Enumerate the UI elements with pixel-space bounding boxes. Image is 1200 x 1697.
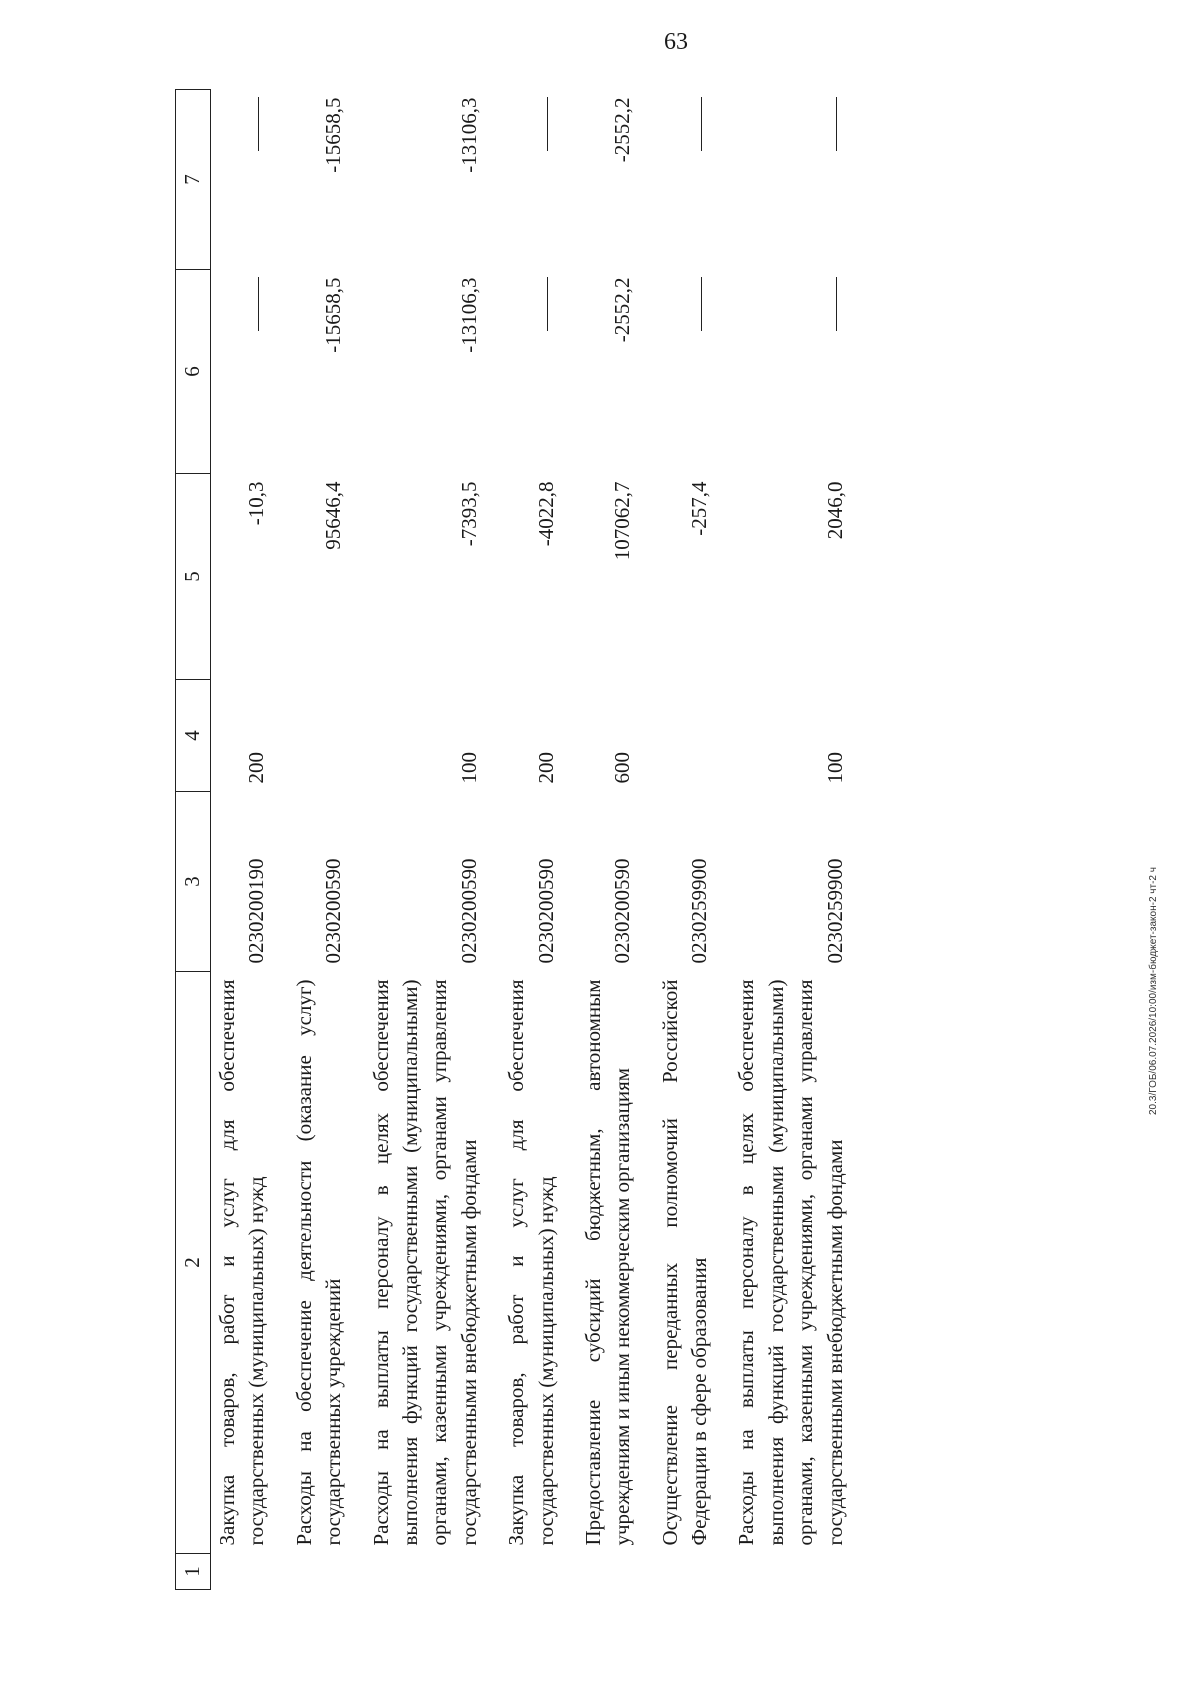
page-number: 63 [664, 29, 688, 55]
amount-col-5: -4022,8 [533, 481, 558, 547]
target-article-code: 0230200590 [610, 858, 635, 964]
amount-col-7 [650, 90, 727, 270]
row-name-cell [496, 1554, 573, 1590]
table-row [211, 90, 284, 1590]
rotated-page-content [175, 90, 1105, 1590]
amount-col-7 [211, 90, 284, 270]
dash-mark [258, 98, 259, 152]
row-name-cell [211, 1554, 284, 1590]
table-row [284, 90, 361, 1590]
column-header-3: 3 [176, 792, 211, 972]
table-row [650, 90, 727, 1590]
column-header-4: 4 [176, 680, 211, 792]
table-header-row [176, 90, 211, 1590]
row-description: Осуществление переданных полномочий Российской Федерации в сфере образования [657, 979, 712, 1546]
expense-type-code: 600 [610, 752, 635, 784]
table-row [573, 90, 650, 1590]
dash-mark [836, 278, 837, 332]
amount-col-5: -10,3 [244, 481, 269, 526]
document-reference: 20.3/ГОБ/06.07.2026/10:00/изм-бюджет-закон-2 чт-2 ч [1148, 867, 1159, 1115]
expense-type-code: 100 [456, 752, 481, 784]
row-description: Расходы на выплаты персоналу в целях обеспечения выполнения функций государственными (муниципальными) органами, казенными учреждениями, органами управления государственными внебюджетными фондами [734, 979, 847, 1546]
amount-col-5: 2046,0 [822, 481, 847, 540]
amount-col-5: 107062,7 [610, 481, 635, 561]
row-description: Закупка товаров, работ и услуг для обеспечения государственных (муниципальных) нужд [504, 979, 558, 1546]
expense-type-code: 200 [244, 752, 269, 784]
dash-mark [836, 98, 837, 152]
row-name-cell [284, 1554, 361, 1590]
amount-col-7: -13106,3 [456, 97, 481, 173]
target-article-code: 0230200590 [533, 858, 558, 964]
column-header-2: 2 [176, 972, 211, 1554]
amount-col-5: 95646,4 [321, 481, 346, 550]
column-header-7: 7 [176, 90, 211, 270]
expense-type-code: 100 [822, 752, 847, 784]
table-row [496, 90, 573, 1590]
amount-col-6 [726, 270, 862, 474]
amount-col-6: -13106,3 [456, 277, 481, 353]
row-description: Расходы на обеспечение деятельности (оказание услуг) государственных учреждений [291, 979, 346, 1546]
amount-col-7 [726, 90, 862, 270]
row-name-cell [650, 1554, 727, 1590]
dash-mark [258, 278, 259, 332]
amount-col-5: -7393,5 [456, 481, 481, 547]
target-article-code: 0230259900 [822, 858, 847, 964]
amount-col-6: -15658,5 [321, 277, 346, 353]
amount-col-5: -257,4 [687, 481, 712, 536]
column-header-6: 6 [176, 270, 211, 474]
target-article-code: 0230200590 [456, 858, 481, 964]
amount-col-6 [211, 270, 284, 474]
target-article-code: 0230200190 [244, 858, 269, 964]
row-description: Закупка товаров, работ и услуг для обеспечения государственных (муниципальных) нужд [215, 979, 269, 1546]
row-description: Расходы на выплаты персоналу в целях обеспечения выполнения функций государственными (муниципальными) органами, казенными учреждениями, органами управления государственными внебюджетными фондами [368, 979, 481, 1546]
row-description: Предоставление субсидий бюджетным, автономным учреждениям и иным некоммерческим организациям [580, 979, 635, 1546]
table-row [726, 90, 862, 1590]
column-header-1: 1 [176, 1554, 211, 1590]
dash-mark [701, 98, 702, 152]
target-article-code: 0230200590 [321, 858, 346, 964]
row-name-cell [573, 1554, 650, 1590]
row-name-cell [726, 1554, 862, 1590]
expense-type-code [284, 680, 361, 792]
dash-mark [701, 278, 702, 332]
target-article-code: 0230259900 [687, 858, 712, 964]
dash-mark [547, 98, 548, 152]
amount-col-7: -15658,5 [321, 97, 346, 173]
amount-col-6 [496, 270, 573, 474]
amount-col-6 [650, 270, 727, 474]
column-header-5: 5 [176, 474, 211, 680]
amount-col-6: -2552,2 [610, 277, 635, 343]
expense-type-code [650, 680, 727, 792]
amount-col-7 [496, 90, 573, 270]
row-name-cell [361, 1554, 497, 1590]
amount-col-7: -2552,2 [610, 97, 635, 163]
budget-table [175, 89, 862, 1590]
expense-type-code: 200 [533, 752, 558, 784]
dash-mark [547, 278, 548, 332]
table-row [361, 90, 497, 1590]
